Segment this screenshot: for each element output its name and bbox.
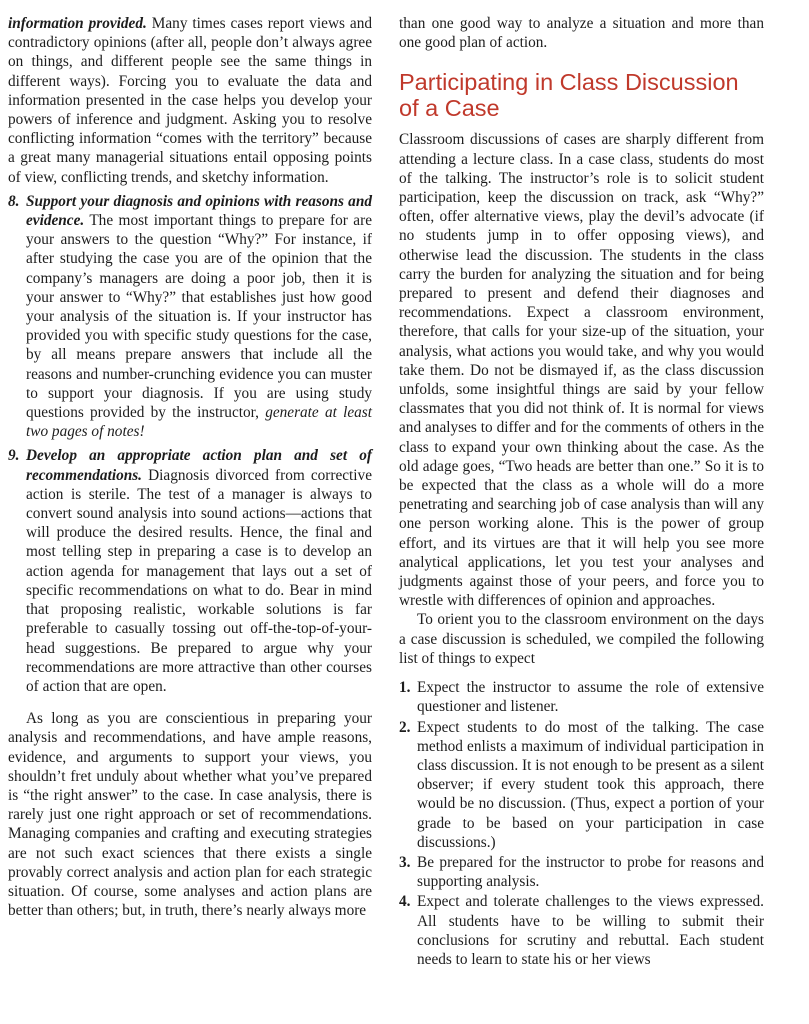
list-item-8 <box>8 192 372 442</box>
intro-text: Many times cases report views and contradictory opinions (after all, people don’t always agree on things, and different people see the same things in different ways). Forcing you to evaluate the data and information presented in the case helps you develop your powers of inference and judgment. Asking you to resolve conflicting information “comes with the territory” because a great many managerial situations entail opposing points of view, conflicting trends, and sketchy information. <box>8 15 372 186</box>
right-column <box>399 14 764 970</box>
item-text: Diagnosis divorced from corrective action is sterile. The test of a manager is always to convert sound analysis into sound actions—actions that will produce the desired results. Hence, the final and most telling step in preparing a case is to develop an action agenda for management that lays out a set of specific recommendations on what to do. Bear in mind that proposing realistic, workable solutions is far preferable to casually tossing out off-the-top-of-your-head suggestions. Be prepared to argue why your recommendations are more attractive than other courses of action that are open. <box>26 466 372 695</box>
item-italic-tail: generate at least two pages of notes! <box>26 404 372 441</box>
orientation-paragraph: To orient you to the classroom environment on the days a case discussion is scheduled, we compiled the following list of things to expect <box>399 611 764 667</box>
discussion-paragraph: Classroom discussions of cases are sharply different from attending a lecture class. In a case class, students do most of the talking. The instructor’s role is to solicit student participation, keep the discussion on track, ask “Why?” often, offer alternative views, play the devil’s advocate (if no students jump in to offer opposing views), and otherwise lead the discussion. The students in the class carry the burden for analyzing the situation and for being prepared to present and defend their diagnoses and recommendations. Expect a classroom environment, therefore, that calls for your size-up of the situation, your analysis, what actions you would take, and why you would take them. Do not be dismayed if, as the class discussion unfolds, some insightful things are said by your fellow classmates that you did not think of. It is normal for views and analyses to differ and for the comments of others in the class to expand your own thinking about the case. As the old adage goes, “Two heads are better than one.” So it is to be expected that the class as a whole will do a more penetrating and searching job of case analysis than will any one person working alone. This is the power of group effort, and its virtues are that it will help you see more analytical applications, let you test your analyses and judgments against those of your peers, and force you to wrestle with differences of opinion and approaches. <box>399 131 764 610</box>
list-item <box>399 892 764 969</box>
item-text: Expect students to do most of the talking. The case method enlists a maximum of individual participation in class discussion. It is not enough to be present as a silent observer; if every student took this approach, there would be no discussion. (Thus, expect a portion of your grade to be based on your participation in case discussions.) <box>417 718 764 851</box>
item-number: 3. <box>399 853 411 871</box>
list-item-9 <box>8 446 372 696</box>
intro-lead: information provided. <box>8 15 147 32</box>
item-lead: Support your diagnosis and opinions with reasons and evidence. <box>26 192 372 230</box>
list-item <box>399 678 764 716</box>
list-item <box>399 718 764 852</box>
item-text: Be prepared for the instructor to probe for reasons and supporting analysis. <box>417 853 764 891</box>
section-heading: Participating in Class Discussion of a Case <box>399 69 739 122</box>
continuation-paragraph: than one good way to analyze a situation and more than one good plan of action. <box>399 15 764 52</box>
closing-paragraph: As long as you are conscientious in preparing your analysis and recommendations, and have ample reasons, evidence, and arguments to support your views, you shouldn’t fret unduly about whether what you’ve prepared is “the right answer” to the case. In case analysis, there is rarely just one right approach or set of recommendations. Managing companies and crafting and executing strategies are not such exact sciences that there exists a single provably correct analysis and action plan for each strategic situation. Of course, some analyses and action plans are better than others; but, in truth, there’s nearly always more <box>8 710 372 920</box>
item-text: Expect and tolerate challenges to the views expressed. All students have to be willing to submit their conclusions for scrutiny and rebuttal. Each student needs to learn to state his or her views <box>417 893 764 968</box>
item-number: 9. <box>8 447 20 465</box>
item-text: Expect the instructor to assume the role of extensive questioner and listener. <box>417 679 764 716</box>
left-column <box>8 14 372 920</box>
intro-paragraph <box>8 14 372 187</box>
list-item <box>399 853 764 891</box>
item-number: 8. <box>8 192 20 210</box>
item-text: The most important things to prepare for are your answers to the question “Why?” For instance, if after studying the case you are of the opinion that the company’s managers are doing a poor job, then it is your answer to “Why?” that establishes just how good your analysis of the situation is. If your instructor has provided you with specific study questions for the case, by all means prepare answers that include all the reasons and number-crunching evidence you can muster to support your diagnosis. If you are using study questions provided by the instructor, <box>26 212 372 422</box>
item-number: 2. <box>399 718 411 736</box>
item-lead: Develop an appropriate action plan and set of recommendations. <box>26 447 372 484</box>
item-number: 4. <box>399 893 411 911</box>
expectations-list <box>399 678 764 969</box>
item-number: 1. <box>399 679 411 697</box>
